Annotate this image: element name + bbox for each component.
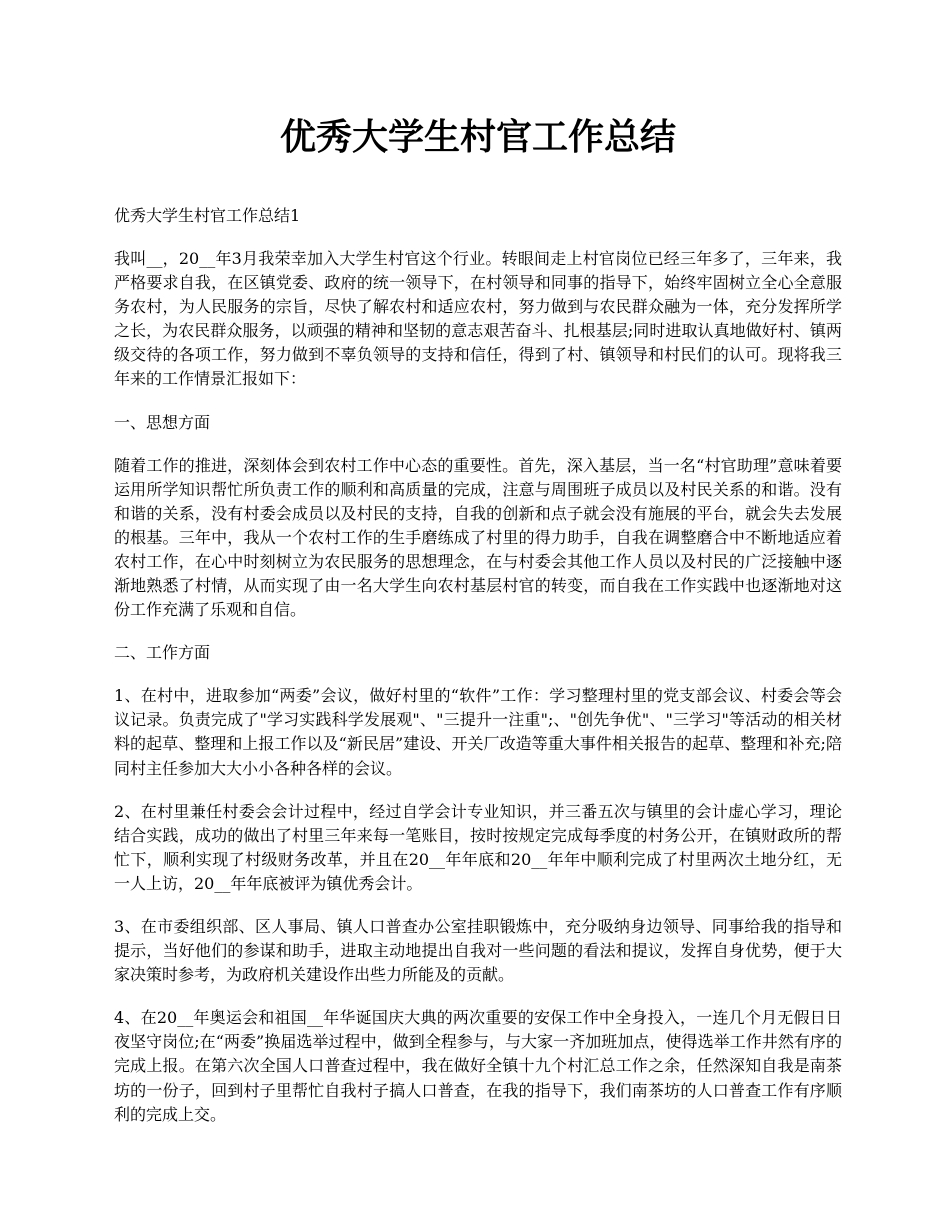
work-item-4: 4、在20__年奥运会和祖国__年华诞国庆大典的两次重要的安保工作中全身投入，一连几个月无假日日夜坚守岗位;在“两委”换届选举过程中，做到全程参与，与大家一齐加班加点，使得选举工作井然有序的完成上报。在第六次全国人口普查过程中，我在做好全镇十九个村汇总工作之余，任然深知自我是南茶坊的一份子，回到村子里帮忙自我村子搞人口普查，在我的指导下，我们南茶坊的人口普查工作有序顺利的完成上交。 [114,1008,842,1124]
section-heading-thought: 一、思想方面 [114,412,211,432]
document-page [114,110,842,1146]
intro-paragraph: 我叫__，20__年3月我荣幸加入大学生村官这个行业。转眼间走上村官岗位已经三年多了，三年来，我严格要求自我，在区镇党委、政府的统一领导下，在村领导和同事的指导下，始终牢固树立全心全意服务农村，为人民服务的宗旨，尽快了解农村和适应农村，努力做到与农民群众融为一体，充分发挥所学之长，为农民群众服务，以顽强的精神和坚韧的意志艰苦奋斗、扎根基层;同时进取认真地做好村、镇两级交待的各项工作，努力做到不辜负领导的支持和信任，得到了村、镇领导和村民们的认可。现将我三年来的工作情景汇报如下： [114,249,842,389]
document-title: 优秀大学生村官工作总结 [279,116,676,158]
thought-paragraph: 随着工作的推进，深刻体会到农村工作中心态的重要性。首先，深入基层，当一名“村官助理”意味着要运用所学知识帮忙所负责工作的顺利和高质量的完成，注意与周围班子成员以及村民关系的和谐。没有和谐的关系，没有村委会成员以及村民的支持，自我的创新和点子就会没有施展的平台，就会失去发展的根基。三年中，我从一个农村工作的生手磨练成了村里的得力助手，自我在调整磨合中不断地适应着农村工作，在心中时刻树立为农民服务的思想理念，在与村委会其他工作人员以及村民的广泛接触中逐渐地熟悉了村情，从而实现了由一名大学生向农村基层村官的转变，而自我在工作实践中也逐渐地对这份工作充满了乐观和自信。 [114,455,842,620]
section-heading-work: 二、工作方面 [114,643,211,663]
document-subtitle: 优秀大学生村官工作总结1 [114,206,301,225]
work-item-3: 3、在市委组织部、区人事局、镇人口普查办公室挂职锻炼中，充分吸纳身边领导、同事给我的指导和提示，当好他们的参谋和助手，进取主动地提出自我对一些问题的看法和提议，发挥自身优势，便于大家决策时参考，为政府机关建设作出些力所能及的贡献。 [114,916,842,985]
work-item-1: 1、在村中，进取参加“两委”会议，做好村里的“软件”工作：学习整理村里的党支部会议、村委会等会议记录。负责完成了"学习实践科学发展观"、"三提升一注重";、"创先争优"、"三学习"等活动的相关材料的起草、整理和上报工作以及“新民居”建设、开关厂改造等重大事件相关报告的起草、整理和补充;陪同村主任参加大大小小各种各样的会议。 [114,686,842,778]
work-item-2: 2、在村里兼任村委会会计过程中，经过自学会计专业知识，并三番五次与镇里的会计虚心学习，理论结合实践，成功的做出了村里三年来每一笔账目，按时按规定完成每季度的村务公开，在镇财政所的帮忙下，顺利实现了村级财务改革，并且在20__年年底和20__年年中顺利完成了村里两次土地分红，无一人上访，20__年年底被评为镇优秀会计。 [114,801,842,893]
